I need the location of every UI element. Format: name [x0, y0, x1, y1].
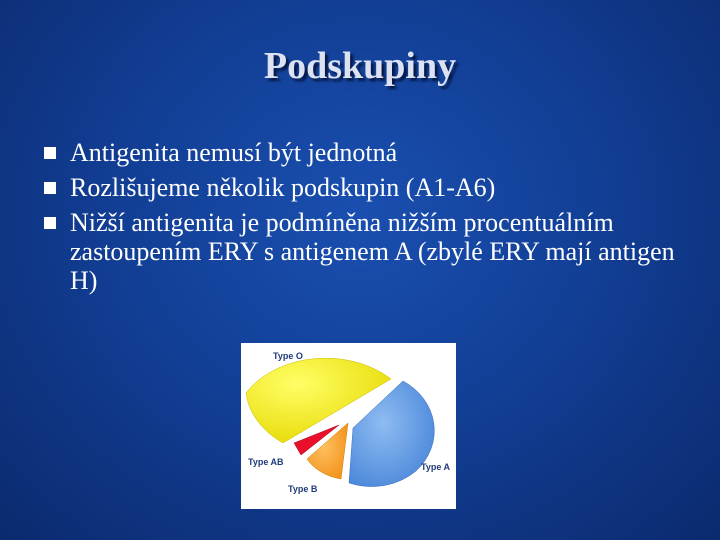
square-bullet-icon [44, 147, 56, 159]
bullet-text: Antigenita nemusí být jednotná [70, 138, 398, 167]
type-b-label: Type B [288, 484, 318, 494]
bullet-text: Nižší antigenita je podmíněna nižším procentuálním zastoupením ERY s antigenem A (zbylé ERY mají antigen H) [70, 208, 675, 295]
bullet-item [44, 138, 684, 167]
type-a-label: Type A [421, 462, 451, 472]
type-ab-label: Type AB [248, 457, 284, 467]
bullet-item [44, 208, 684, 295]
slide-title: Podskupiny [263, 45, 457, 87]
bullet-list [44, 138, 684, 301]
bullet-item [44, 173, 684, 202]
pie-chart-image [241, 343, 456, 509]
square-bullet-icon [44, 182, 56, 194]
type-o-label: Type O [273, 351, 303, 361]
blood-type-pie-figure [241, 343, 456, 509]
bullet-text: Rozlišujeme několik podskupin (A1-A6) [70, 173, 496, 202]
square-bullet-icon [44, 217, 56, 229]
